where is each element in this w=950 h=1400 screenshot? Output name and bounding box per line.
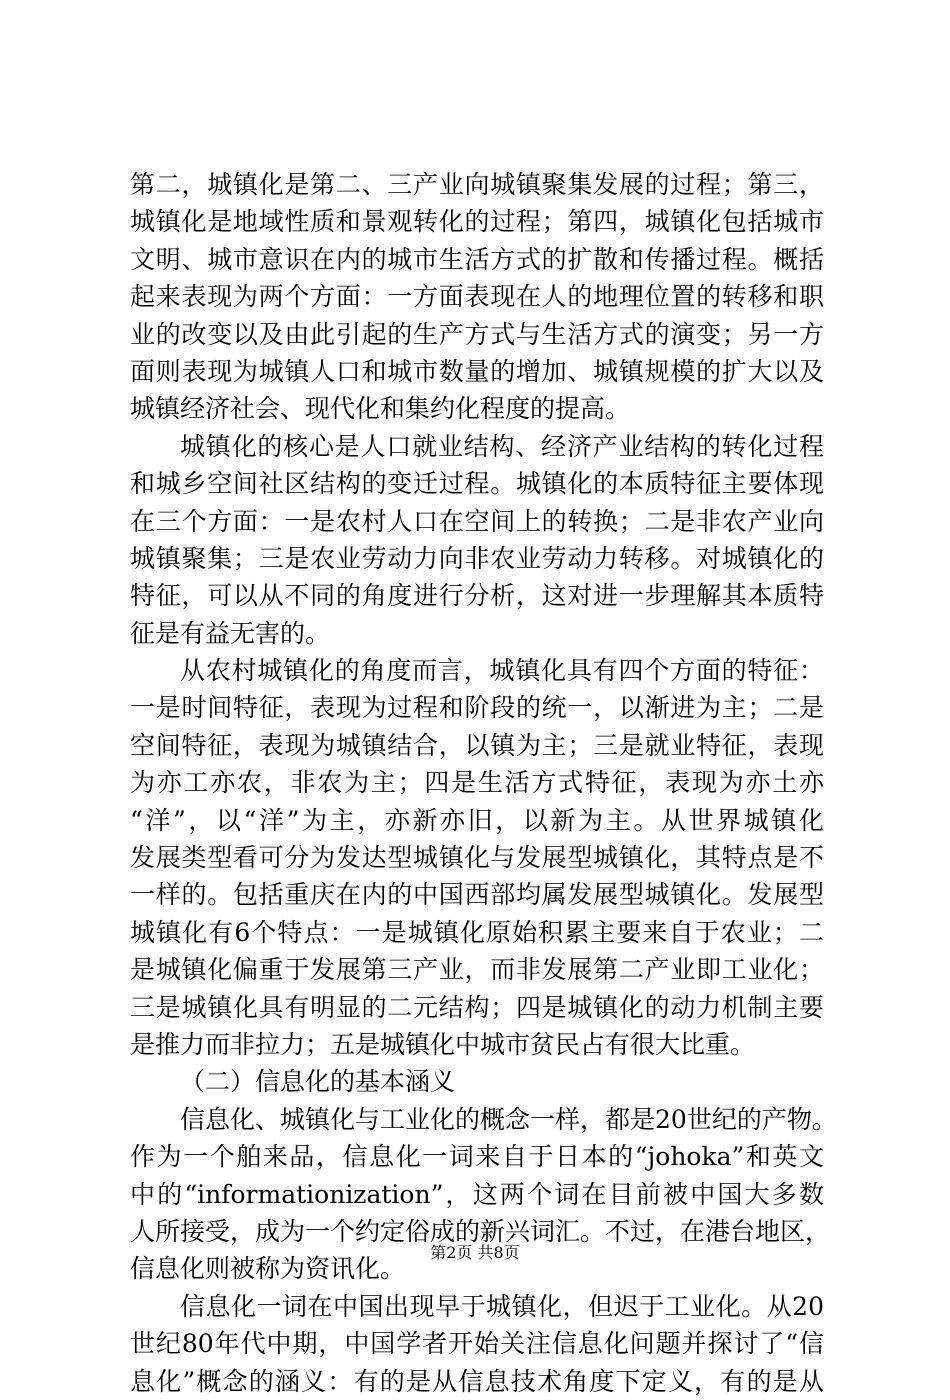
text-line: 是推力而非拉力；五是城镇化中城市贫民占有很大比重。: [130, 1029, 756, 1059]
text-line: “洋”，以“洋”为主，亦新亦旧，以新为主。从世界城镇化: [130, 805, 824, 835]
text-line: 面则表现为城镇人口和城市数量的增加、城镇规模的扩大以及: [130, 356, 824, 386]
text-line: 中的“informationization”，这两个词在目前被中国大多数: [130, 1179, 824, 1209]
text-line: （二）信息化的基本涵义: [180, 1067, 456, 1097]
text-line: 在三个方面：一是农村人口在空间上的转换；二是非农产业向: [130, 506, 824, 536]
body-text: [130, 166, 837, 1400]
text-line: 信息化、城镇化与工业化的概念一样，都是20世纪的产物。: [180, 1104, 837, 1134]
page-footer: 第2页 共8页: [430, 1243, 520, 1262]
text-line: 征是有益无害的。: [130, 618, 331, 648]
text-line: 作为一个舶来品，信息化一词来自于日本的“johoka”和英文: [130, 1142, 824, 1172]
text-line: 三是城镇化具有明显的二元结构；四是城镇化的动力机制主要: [130, 992, 824, 1022]
text-line: 信息化一词在中国出现早于城镇化，但迟于工业化。从20: [180, 1291, 824, 1321]
text-line: 业的改变以及由此引起的生产方式与生活方式的演变；另一方: [130, 319, 824, 349]
text-line: 为亦工亦农，非农为主；四是生活方式特征，表现为亦土亦: [130, 768, 824, 798]
text-line: 城镇化是地域性质和景观转化的过程；第四，城镇化包括城市: [130, 207, 824, 237]
text-line: 起来表现为两个方面：一方面表现在人的地理位置的转移和职: [130, 282, 824, 312]
text-line: 人所接受，成为一个约定俗成的新兴词汇。不过，在港台地区，: [130, 1216, 831, 1246]
text-line: 和城乡空间社区结构的变迁过程。城镇化的本质特征主要体现: [130, 469, 824, 499]
text-line: 空间特征，表现为城镇结合，以镇为主；三是就业特征，表现: [130, 730, 824, 760]
text-line: 是城镇化偏重于发展第三产业，而非发展第二产业即工业化；: [130, 955, 824, 985]
text-line: 发展类型看可分为发达型城镇化与发展型城镇化，其特点是不: [130, 843, 824, 873]
text-line: 信息化则被称为资讯化。: [130, 1254, 406, 1284]
text-line: 一样的。包括重庆在内的中国西部均属发展型城镇化。发展型: [130, 880, 824, 910]
text-line: 第二，城镇化是第二、三产业向城镇聚集发展的过程；第三，: [130, 170, 824, 199]
text-line: 城镇化的核心是人口就业结构、经济产业结构的转化过程: [180, 431, 824, 461]
text-line: 城镇化有6个特点：一是城镇化原始积累主要来自于农业；二: [130, 917, 824, 947]
text-line: 城镇经济社会、现代化和集约化程度的提高。: [130, 394, 631, 424]
text-line: 从农村城镇化的角度而言，城镇化具有四个方面的特征：: [180, 656, 824, 686]
text-line: 世纪80年代中期，中国学者开始关注信息化问题并探讨了“信: [130, 1329, 824, 1359]
text-line: 文明、城市意识在内的城市生活方式的扩散和传播过程。概括: [130, 244, 824, 274]
text-line: 城镇聚集；三是农业劳动力向非农业劳动力转移。对城镇化的: [130, 543, 824, 573]
text-line: 息化”概念的涵义：有的是从信息技术角度下定义，有的是从: [130, 1366, 824, 1396]
text-line: 特征，可以从不同的角度进行分析，这对进一步理解其本质特: [130, 581, 824, 611]
text-line: 一是时间特征，表现为过程和阶段的统一，以渐进为主；二是: [130, 693, 824, 723]
